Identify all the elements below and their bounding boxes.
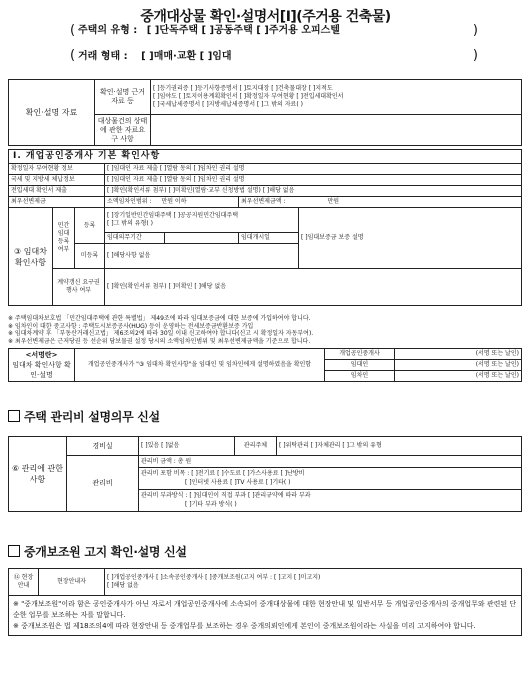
rental-section-label: ③ 임대차 확인사항	[9, 208, 53, 306]
property-type-label: 주택의 유형 :	[78, 25, 138, 36]
basis-text-line: [ ]등기권리증 [ ]등기사항증명서 [ ]토지대장 [ ]건축물대장 [ ]지적도	[153, 85, 333, 92]
unregistered-text: [ ]해당사항 없음	[105, 244, 299, 269]
basis-label: 확인·설명 근거자료 등	[95, 80, 151, 115]
guide-note: ※ 중개보조원은 법 제18조의4에 따라 현장안내 등 중개업무를 보조하는 경우 중개의뢰인에게 본인이 중개보조원이라는 사실을 미리 고지하여야 합니다.	[13, 622, 476, 630]
security-label: 경비실	[67, 437, 139, 456]
property-type-block: ( 주택의 유형 : [ ]단독주택 [ ]공동주택 [ ]주거용 오피스텔 ) ( 거래 형태 : [ ]매매·교환 [ ]임대 )	[70, 23, 478, 63]
info-row-text: [ ]임대인 자료 제출 [ ]열람 동의 [ ]임차인 권리 설명	[105, 175, 522, 186]
section2-table	[8, 436, 522, 512]
sign-field[interactable]: (서명 또는 날인)	[395, 349, 522, 360]
notes-block	[8, 315, 524, 345]
fee-details	[139, 456, 522, 512]
checkbox-icon	[8, 410, 20, 422]
role-agent: 개업공인중개사	[325, 349, 395, 360]
period-value[interactable]	[165, 233, 239, 244]
min-repay-amount: 최우선변제금액 : 만원	[239, 197, 522, 208]
basis-text-line: [ ]임야도 [ ]토지이용계획확인서 [ ]확정일자 부여현황 [ ]전입세대확인서	[153, 93, 344, 100]
registered-text	[105, 208, 299, 233]
sign-field[interactable]: (서명 또는 날인)	[395, 360, 522, 371]
mgmt-text: [ ]위탁관리 [ ]자체관리 [ ]그 밖의 유형	[277, 437, 522, 456]
deal-type-label: 거래 형태 :	[78, 51, 128, 62]
section3-table	[8, 568, 522, 636]
info-row-text: [ ]확인(확인서류 첨부) [ ]미확인(열람·교부 신청방법 설명) [ ]해당 없음	[105, 186, 522, 197]
registered-text-line: [ ]장기일반민간임대주택 [ ]공공지원민간임대주택	[107, 212, 239, 219]
fee-method: 관리비 부과방식 : [ ]임대인이 직접 부과 [ ]관리규약에 따라 부과 [ ]기타 부과 방식( )	[139, 489, 521, 510]
info-row-label: 국세 및 지방세 체납정보	[9, 175, 105, 186]
basis-text	[151, 80, 522, 115]
role-landlord: 임대인	[325, 360, 395, 371]
renewal-text: [ ]확인(확인서류 첨부) [ ]미확인 [ ]해당 없음	[105, 269, 522, 306]
obligation-text: [ ]임대보증금 보증 설명	[299, 208, 522, 269]
info-row-label: 확정일자 부여현황 정보	[9, 164, 105, 175]
note-line: ※ 임차인이 대한 중고사항 : 주택도시보증공사(HUG) 등이 운영하는 전세보증금반환보증 가입	[8, 322, 254, 330]
guide-label: 현장안내자	[39, 569, 105, 596]
basis-text-line: [ ]국세납세증명서 [ ]지방세납세증명서 [ ]그 밖의 자료( )	[153, 101, 303, 108]
signature-sub: 임대차 확인사항 확인·설명	[12, 361, 71, 379]
start-label: 임대개시일	[239, 233, 299, 244]
section1-title: Ⅰ. 개업공인중개사 기본 확인사항	[9, 150, 522, 164]
section3-heading	[8, 543, 187, 560]
registered-text-line: [ ]그 밖의 유형( )	[107, 220, 153, 227]
request-label: 대상물건의 상태에 관한 자료요구 사항	[95, 115, 151, 146]
guide-text: [ ]개업공인중개사 [ ]소속공인중개사 [ ]중개보조원(고지 여부 : [ ]고지 [ ]미고지) [ ]해당 없음	[105, 569, 522, 596]
document-title: 중개대상물 확인·설명서[Ⅰ](주거용 건축물)	[140, 9, 391, 25]
confirm-table	[8, 79, 522, 146]
period-label: 임대의무기간	[105, 233, 165, 244]
fee-amount: 관리비 금액 : 총 원	[141, 458, 192, 465]
signature-text: 개업공인중개사가 "③ 임대차 확인사항"을 임대인 및 임차인에게 설명하였음을 확인함	[75, 349, 325, 382]
section2-heading	[8, 408, 160, 425]
fee-items: 관리비 포함 비목 : [ ]전기료 [ ]수도료 [ ]가스사용료 [ ]난방비 [ ]인터넷 사용료 [ ]TV 사용료 [ ]기타( )	[139, 467, 521, 488]
section3-heading-text: 중개보조원 고지 확인·설명 신설	[24, 545, 187, 559]
private-rental-label: 민간임대등록여부	[53, 208, 75, 269]
note-line: ※ 임대차계약 후 「부동산거래신고법」 제6조의2에 따라 30일 이내 신고하여야 합니다(신고 시 확정일자 자동부여).	[8, 330, 314, 337]
min-repay-label: 최우선변제금	[9, 197, 105, 208]
checkbox-icon	[8, 545, 20, 557]
security-text: [ ]있음 [ ]없음	[139, 437, 235, 456]
guide-note: ※ "중개보조원"이라 함은 공인중개사가 아닌 자로서 개업공인중개사에 소속되어 중개대상물에 대한 현장안내 및 일반서무 등 개업공인중개사의 중개업무와 관련된 단순한 업무를 보조하는 자를 말합니다.	[13, 600, 517, 619]
registered-label: 등록	[75, 208, 105, 244]
signature-table	[8, 348, 522, 382]
note-line: ※ 주택임대차보호법 「민간임대주택에 관한 특별법」 제49조에 따라 임대보증금에 대한 보증에 가입하여야 합니다.	[8, 315, 311, 322]
mgmt-label: 관리주체	[235, 437, 277, 456]
guide-notes	[9, 596, 522, 636]
info-row-text: [ ]임대인 자료 제출 [ ]열람 동의 [ ]임차인 권리 설명	[105, 164, 522, 175]
min-repay-range: 소액임차인범위 : 만원 이하	[105, 197, 239, 208]
unregistered-label: 미등록	[75, 244, 105, 269]
section2-heading-text: 주택 관리비 설명의무 신설	[24, 410, 160, 424]
signature-label: <서명란>	[25, 351, 58, 359]
section1-table	[8, 149, 522, 306]
fee-label: 관리비	[67, 456, 139, 512]
request-field[interactable]	[151, 115, 522, 146]
mgmt-row-label: ⑥ 관리에 관한사항	[9, 437, 67, 512]
confirm-row-label: 확인·설명 자료	[9, 80, 95, 146]
info-row-label: 전입세대 확인서 제출	[9, 186, 105, 197]
deal-type-options: [ ]매매·교환 [ ]임대	[141, 51, 232, 62]
role-tenant: 임차인	[325, 371, 395, 382]
signature-label-cell	[9, 349, 75, 382]
guide-row-label: ⑭ 현장안내	[9, 569, 39, 596]
renewal-label: 계약갱신 요구권 행사 여부	[53, 269, 105, 306]
note-line: ※ 최우선변제금은 근저당권 등 선순위 담보물권 설정 당시의 소액임차인범위 및 최우선변제금액을 기준으로 합니다.	[8, 337, 311, 345]
property-type-options: [ ]단독주택 [ ]공동주택 [ ]주거용 오피스텔	[146, 25, 340, 36]
sign-field[interactable]: (서명 또는 날인)	[395, 371, 522, 382]
